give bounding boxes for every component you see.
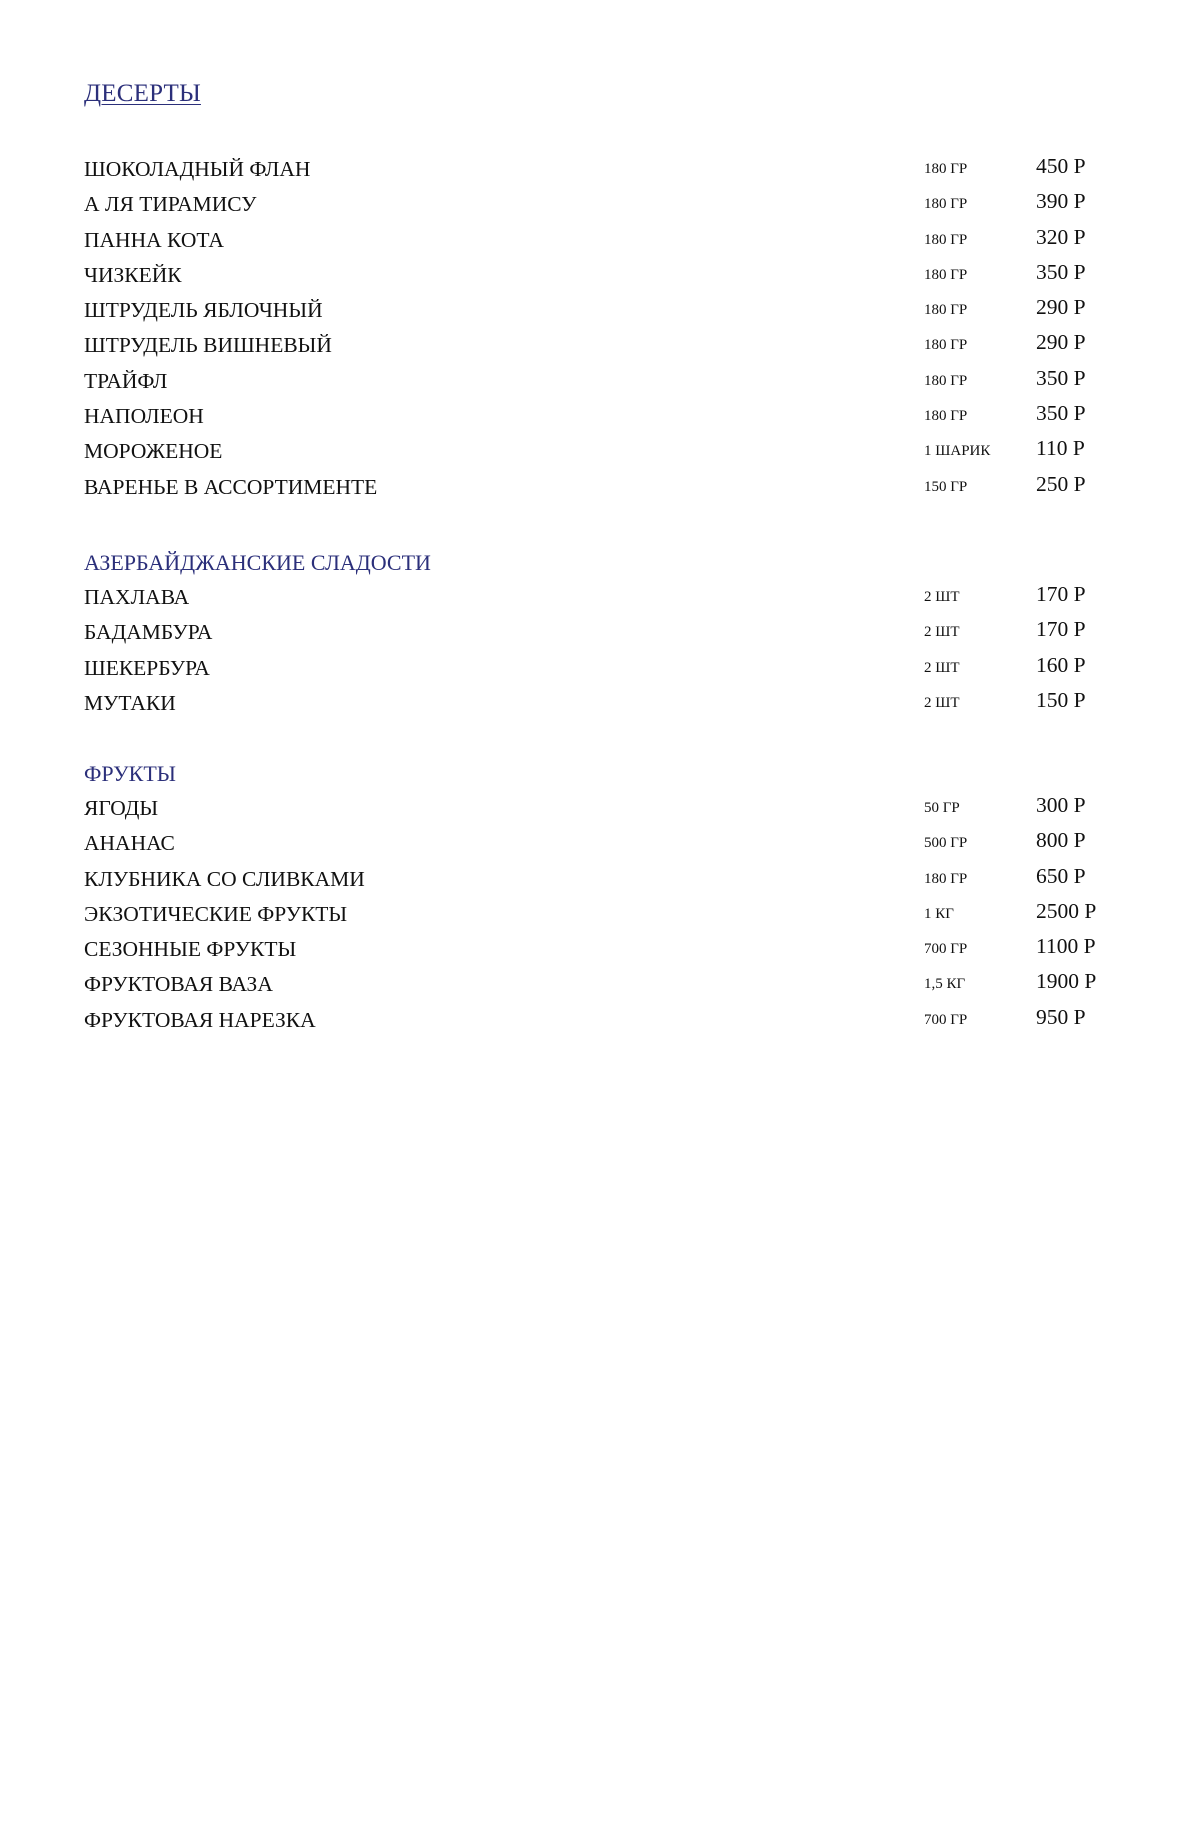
- item-weight: 700 ГР: [924, 1011, 968, 1028]
- item-name: А ЛЯ ТИРАМИСУ: [84, 192, 257, 217]
- item-weight: 180 ГР: [924, 266, 968, 283]
- desserts-list: [84, 152, 1124, 505]
- item-price: 110 Р: [1036, 436, 1085, 461]
- fruits-section: [84, 756, 1124, 1038]
- menu-item: [84, 651, 1124, 686]
- item-name: ШОКОЛАДНЫЙ ФЛАН: [84, 157, 311, 181]
- menu-item: [84, 615, 1124, 650]
- azerbaijani-sweets-list: [84, 580, 1124, 721]
- section-heading: АЗЕРБАЙДЖАНСКИЕ СЛАДОСТИ: [84, 550, 431, 575]
- item-name: ВАРЕНЬЕ В АССОРТИМЕНТЕ: [84, 474, 378, 499]
- menu-item: [84, 967, 1124, 1002]
- item-name: КЛУБНИКА СО СЛИВКАМИ: [84, 866, 365, 891]
- menu-item: [84, 826, 1124, 861]
- item-name: СЕЗОННЫЕ ФРУКТЫ: [84, 937, 297, 962]
- item-price: 320 Р: [1036, 224, 1086, 249]
- item-weight: 1 ШАРИК: [924, 443, 991, 460]
- item-price: 170 Р: [1036, 617, 1086, 642]
- item-weight: 2 ШТ: [924, 624, 960, 641]
- item-price: 350 Р: [1036, 401, 1086, 426]
- item-weight: 180 ГР: [924, 196, 968, 213]
- item-weight: 180 ГР: [924, 161, 968, 177]
- item-weight: 2 ШТ: [924, 589, 960, 605]
- item-name: ШТРУДЕЛЬ ВИШНЕВЫЙ: [84, 333, 332, 358]
- item-name: МУТАКИ: [84, 690, 176, 715]
- menu-item: [84, 364, 1124, 399]
- item-name: ЧИЗКЕЙК: [84, 262, 182, 287]
- item-name: ШТРУДЕЛЬ ЯБЛОЧНЫЙ: [84, 298, 323, 323]
- item-price: 1100 Р: [1036, 934, 1096, 959]
- item-name: МОРОЖЕНОЕ: [84, 439, 223, 464]
- azerbaijani-sweets-section: [84, 545, 1124, 721]
- menu-item: [84, 897, 1124, 932]
- item-weight: 1,5 КГ: [924, 976, 966, 993]
- item-name: ЭКЗОТИЧЕСКИЕ ФРУКТЫ: [84, 901, 348, 926]
- item-price: 650 Р: [1036, 863, 1086, 888]
- item-name: АНАНАС: [84, 831, 175, 856]
- item-name: ШЕКЕРБУРА: [84, 655, 210, 680]
- item-price: 250 Р: [1036, 471, 1086, 496]
- menu-item: [84, 399, 1124, 434]
- item-price: 300 Р: [1036, 793, 1086, 817]
- menu-item: [84, 152, 1124, 187]
- item-name: ФРУКТОВАЯ ВАЗА: [84, 972, 273, 997]
- item-price: 2500 Р: [1036, 898, 1097, 923]
- menu-item: [84, 258, 1124, 293]
- item-price: 1900 Р: [1036, 969, 1097, 994]
- item-weight: 50 ГР: [924, 800, 960, 816]
- item-name: ЯГОДЫ: [84, 796, 159, 820]
- item-weight: 180 ГР: [924, 231, 968, 248]
- menu-item: [84, 223, 1124, 258]
- item-name: ПАННА КОТА: [84, 227, 224, 252]
- item-weight: 180 ГР: [924, 870, 968, 887]
- menu-item: [84, 434, 1124, 469]
- item-name: НАПОЛЕОН: [84, 404, 204, 429]
- menu-title: ДЕСЕРТЫ: [84, 80, 201, 107]
- desserts-section: [84, 152, 1124, 505]
- item-price: 390 Р: [1036, 189, 1086, 214]
- item-name: ПАХЛАВА: [84, 585, 190, 609]
- item-weight: 700 ГР: [924, 941, 968, 958]
- menu-item: [84, 791, 1124, 826]
- fruits-list: [84, 791, 1124, 1038]
- item-weight: 1 КГ: [924, 905, 954, 922]
- item-name: ФРУКТОВАЯ НАРЕЗКА: [84, 1007, 316, 1032]
- item-price: 350 Р: [1036, 365, 1086, 390]
- item-name: БАДАМБУРА: [84, 620, 213, 645]
- item-weight: 180 ГР: [924, 372, 968, 389]
- item-price: 160 Р: [1036, 652, 1086, 677]
- menu-item: [84, 1003, 1124, 1038]
- item-weight: 180 ГР: [924, 337, 968, 354]
- item-price: 450 Р: [1036, 154, 1086, 178]
- menu-item: [84, 686, 1124, 721]
- section-heading: ФРУКТЫ: [84, 761, 176, 786]
- menu-item: [84, 580, 1124, 615]
- item-price: 350 Р: [1036, 259, 1086, 284]
- menu-item: [84, 470, 1124, 505]
- item-price: 950 Р: [1036, 1004, 1086, 1029]
- item-price: 170 Р: [1036, 582, 1086, 606]
- menu-item: [84, 862, 1124, 897]
- item-weight: 180 ГР: [924, 302, 968, 319]
- item-price: 800 Р: [1036, 828, 1086, 853]
- menu-item: [84, 187, 1124, 222]
- item-weight: 2 ШТ: [924, 694, 960, 711]
- item-price: 150 Р: [1036, 687, 1086, 712]
- item-weight: 500 ГР: [924, 835, 968, 852]
- menu-item: [84, 328, 1124, 363]
- item-weight: 2 ШТ: [924, 659, 960, 676]
- item-price: 290 Р: [1036, 330, 1086, 355]
- item-weight: 180 ГР: [924, 408, 968, 425]
- item-name: ТРАЙФЛ: [84, 368, 168, 393]
- menu-item: [84, 932, 1124, 967]
- item-weight: 150 ГР: [924, 478, 968, 495]
- item-price: 290 Р: [1036, 295, 1086, 320]
- menu-item: [84, 293, 1124, 328]
